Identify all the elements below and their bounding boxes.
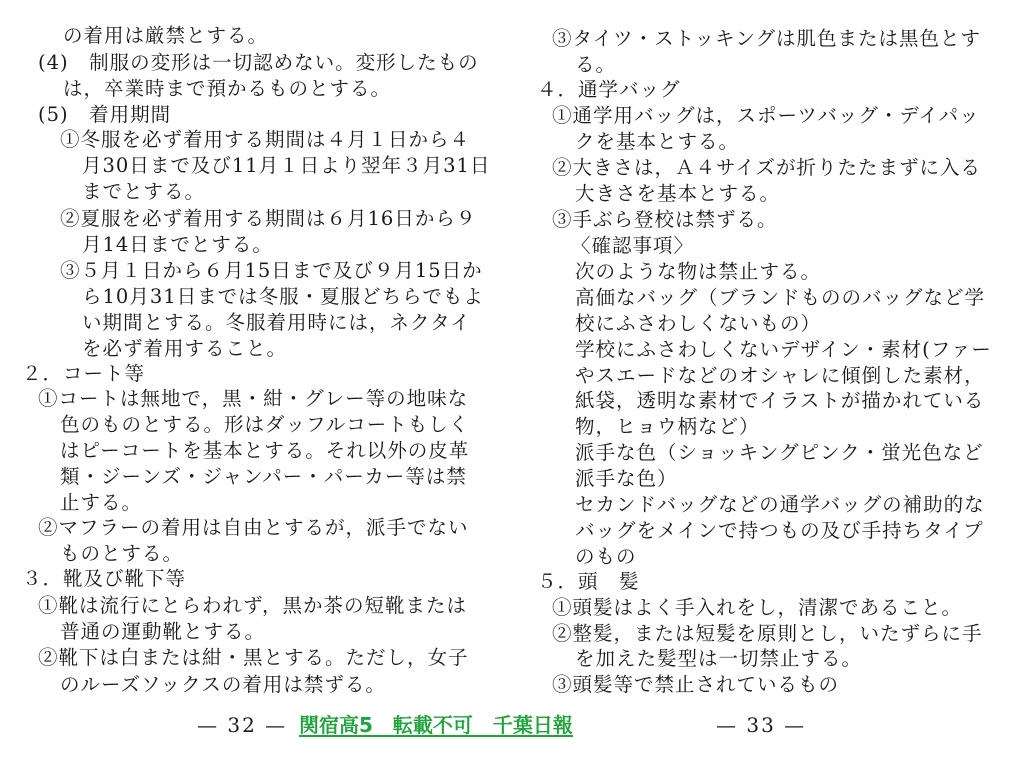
text-line: い期間とする。冬服着用時には，ネクタイ bbox=[82, 311, 471, 334]
text-line: セカンドバッグなどの通学バッグの補助的な bbox=[575, 493, 985, 516]
watermark-text: 関宿高5 転載不可 千葉日報 bbox=[299, 713, 573, 737]
text-line: ②靴下は白または紺・黒とする。ただし，女子 bbox=[38, 646, 469, 669]
text-line: ③頭髪等で禁止されているもの bbox=[552, 673, 840, 696]
text-line: る。 bbox=[575, 53, 617, 76]
text-line: 次のような物は禁止する。 bbox=[575, 260, 822, 283]
text-line: 止する。 bbox=[60, 491, 143, 514]
text-line: 物，ヒョウ柄など） bbox=[575, 415, 760, 438]
section-heading: ２．コート等 bbox=[22, 362, 146, 385]
text-line: 紙袋，透明な素材でイラストが描かれている bbox=[575, 389, 985, 412]
text-line: 月30日まで及び11月１日より翌年３月31日 bbox=[82, 154, 491, 177]
text-line: (4) 制服の変形は一切認めない。変形したもの bbox=[38, 51, 479, 74]
text-line: ②整髪，または短髪を原則とし，いたずらに手 bbox=[552, 622, 983, 645]
text-line: ①通学用バッグは，スポーツバッグ・デイパッ bbox=[552, 104, 980, 127]
text-line: ①コートは無地で，黒・紺・グレー等の地味な bbox=[38, 387, 469, 410]
text-line: ②マフラーの着用は自由とするが，派手でない bbox=[38, 516, 469, 539]
text-line: 〈確認事項〉 bbox=[571, 234, 695, 257]
text-line: ものとする。 bbox=[60, 542, 184, 565]
text-line: ①靴は流行にとらわれず，黒か茶の短靴または bbox=[38, 594, 467, 617]
text-line: 派手な色） bbox=[575, 467, 678, 490]
text-line: ②大きさは，Ａ４サイズが折りたたまずに入る bbox=[552, 156, 981, 179]
text-line: 派手な色（ショッキングピンク・蛍光色など bbox=[575, 441, 984, 464]
text-line: 学校にふさわしくないデザイン・素材(ファー bbox=[575, 338, 992, 361]
text-line: までとする。 bbox=[82, 180, 206, 203]
text-line: ①冬服を必ず着用する期間は４月１日から４ bbox=[60, 128, 471, 151]
page-number: — 32 — bbox=[197, 713, 288, 737]
text-line: の着用は厳禁とする。 bbox=[63, 24, 269, 47]
text-line: ら10月31日までは冬服・夏服どちらでもよ bbox=[82, 285, 484, 308]
text-line: やスエードなどのオシャレに傾倒した素材， bbox=[575, 364, 985, 387]
text-line: 類・ジーンズ・ジャンパー・パーカー等は禁 bbox=[60, 465, 467, 488]
text-line: 大きさを基本とする。 bbox=[575, 182, 781, 205]
text-line: ②夏服を必ず着用する期間は６月16日から９ bbox=[60, 207, 477, 230]
text-line: 高価なバッグ（ブランドもののバッグなど学 bbox=[575, 286, 986, 309]
section-heading: ３．靴及び靴下等 bbox=[22, 567, 187, 590]
text-line: (5) 着用期間 bbox=[38, 103, 172, 126]
section-heading: ４．通学バッグ bbox=[537, 78, 681, 101]
text-line: バッグをメインで持つもの及び手持ちタイプ bbox=[575, 519, 984, 542]
text-line: のもの bbox=[575, 545, 637, 568]
text-line: を加えた髪型は一切禁止する。 bbox=[575, 647, 863, 670]
right-page bbox=[505, 0, 1011, 760]
text-line: 校にふさわしくないもの） bbox=[575, 312, 822, 335]
section-heading: ５．頭 髪 bbox=[537, 570, 640, 593]
text-line: 普通の運動靴とする。 bbox=[60, 620, 266, 643]
text-line: はピーコートを基本とする。それ以外の皮革 bbox=[60, 439, 470, 462]
text-line: ③５月１日から６月15日まで及び９月15日か bbox=[60, 259, 483, 282]
text-line: ③手ぶら登校は禁ずる。 bbox=[552, 208, 778, 231]
text-line: ③タイツ・ストッキングは肌色または黒色とす bbox=[552, 27, 981, 50]
text-line: は，卒業時まで預かるものとする。 bbox=[63, 77, 392, 100]
text-line: を必ず着用すること。 bbox=[82, 337, 288, 360]
left-page bbox=[0, 0, 505, 760]
page-number: — 33 — bbox=[716, 713, 807, 737]
text-line: 色のものとする。形はダッフルコートもしく bbox=[60, 413, 470, 436]
text-line: のルーズソックスの着用は禁ずる。 bbox=[60, 673, 386, 696]
text-line: クを基本とする。 bbox=[575, 130, 740, 153]
text-line: 月14日までとする。 bbox=[82, 233, 273, 256]
text-line: ①頭髪はよく手入れをし，清潔であること。 bbox=[552, 596, 963, 619]
